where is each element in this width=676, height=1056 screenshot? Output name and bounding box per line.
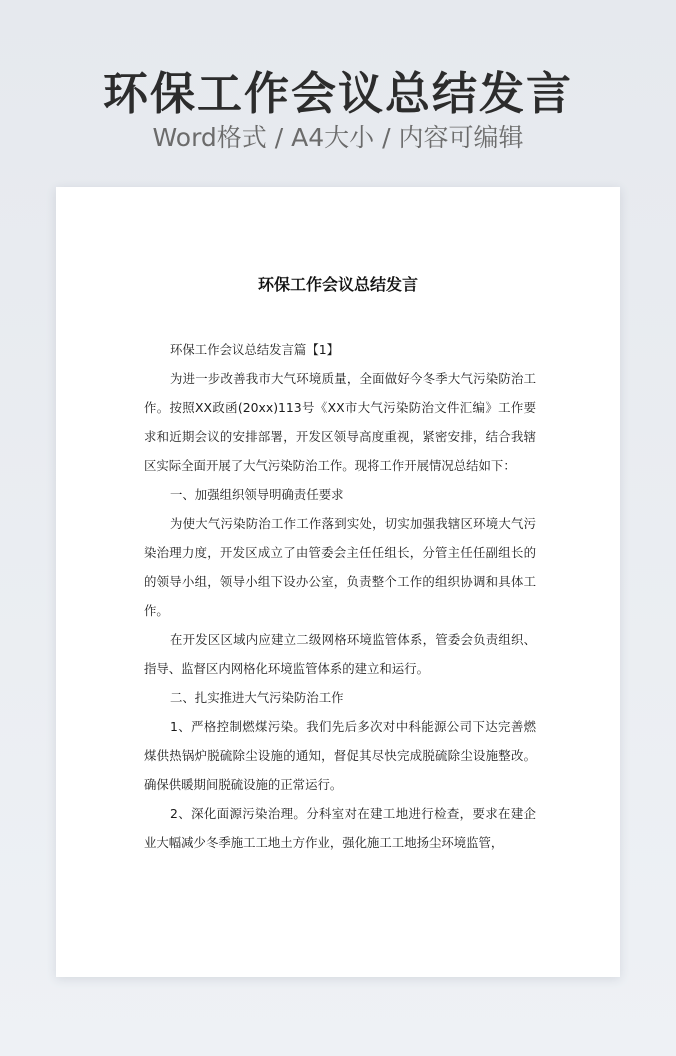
body-paragraph: 在开发区区域内应建立二级网格环境监管体系，管委会负责组织、指导、监督区内网格化环境监管体系的建立和运行。 xyxy=(144,632,536,676)
section-heading: 二、扎实推进大气污染防治工作 xyxy=(170,690,344,705)
banner-subtitle: Word格式 / A4大小 / 内容可编辑 xyxy=(152,123,524,152)
banner xyxy=(0,0,676,186)
body-paragraph: 2、深化面源污染治理。分科室对在建工地进行检查，要求在建企业大幅减少冬季施工工地土方作业，强化施工工地扬尘环境监管， xyxy=(144,806,536,850)
section-heading: 环保工作会议总结发言篇【1】 xyxy=(170,342,339,357)
body-paragraph: 为使大气污染防治工作工作落到实处，切实加强我辖区环境大气污染治理力度，开发区成立了由管委会主任任组长，分管主任任副组长的的领导小组，领导小组下设办公室，负责整个工作的组织协调和具体工作。 xyxy=(144,516,536,618)
body-paragraph: 1、严格控制燃煤污染。我们先后多次对中科能源公司下达完善燃煤供热锅炉脱硫除尘设施的通知，督促其尽快完成脱硫除尘设施整改。确保供暖期间脱硫设施的正常运行。 xyxy=(144,719,536,792)
body-paragraph: 为进一步改善我市大气环境质量，全面做好今冬季大气污染防治工作。按照XX政函(20xx)113号《XX市大气污染防治文件汇编》工作要求和近期会议的安排部署，开发区领导高度重视，紧密安排，结合我辖区实际全面开展了大气污染防治工作。现将工作开展情况总结如下： xyxy=(144,371,536,473)
banner-title: 环保工作会议总结发言 xyxy=(102,67,573,120)
document-title: 环保工作会议总结发言 xyxy=(257,275,418,294)
section-heading: 一、加强组织领导明确责任要求 xyxy=(170,487,344,502)
document-body xyxy=(144,335,536,857)
document-page xyxy=(56,187,620,977)
